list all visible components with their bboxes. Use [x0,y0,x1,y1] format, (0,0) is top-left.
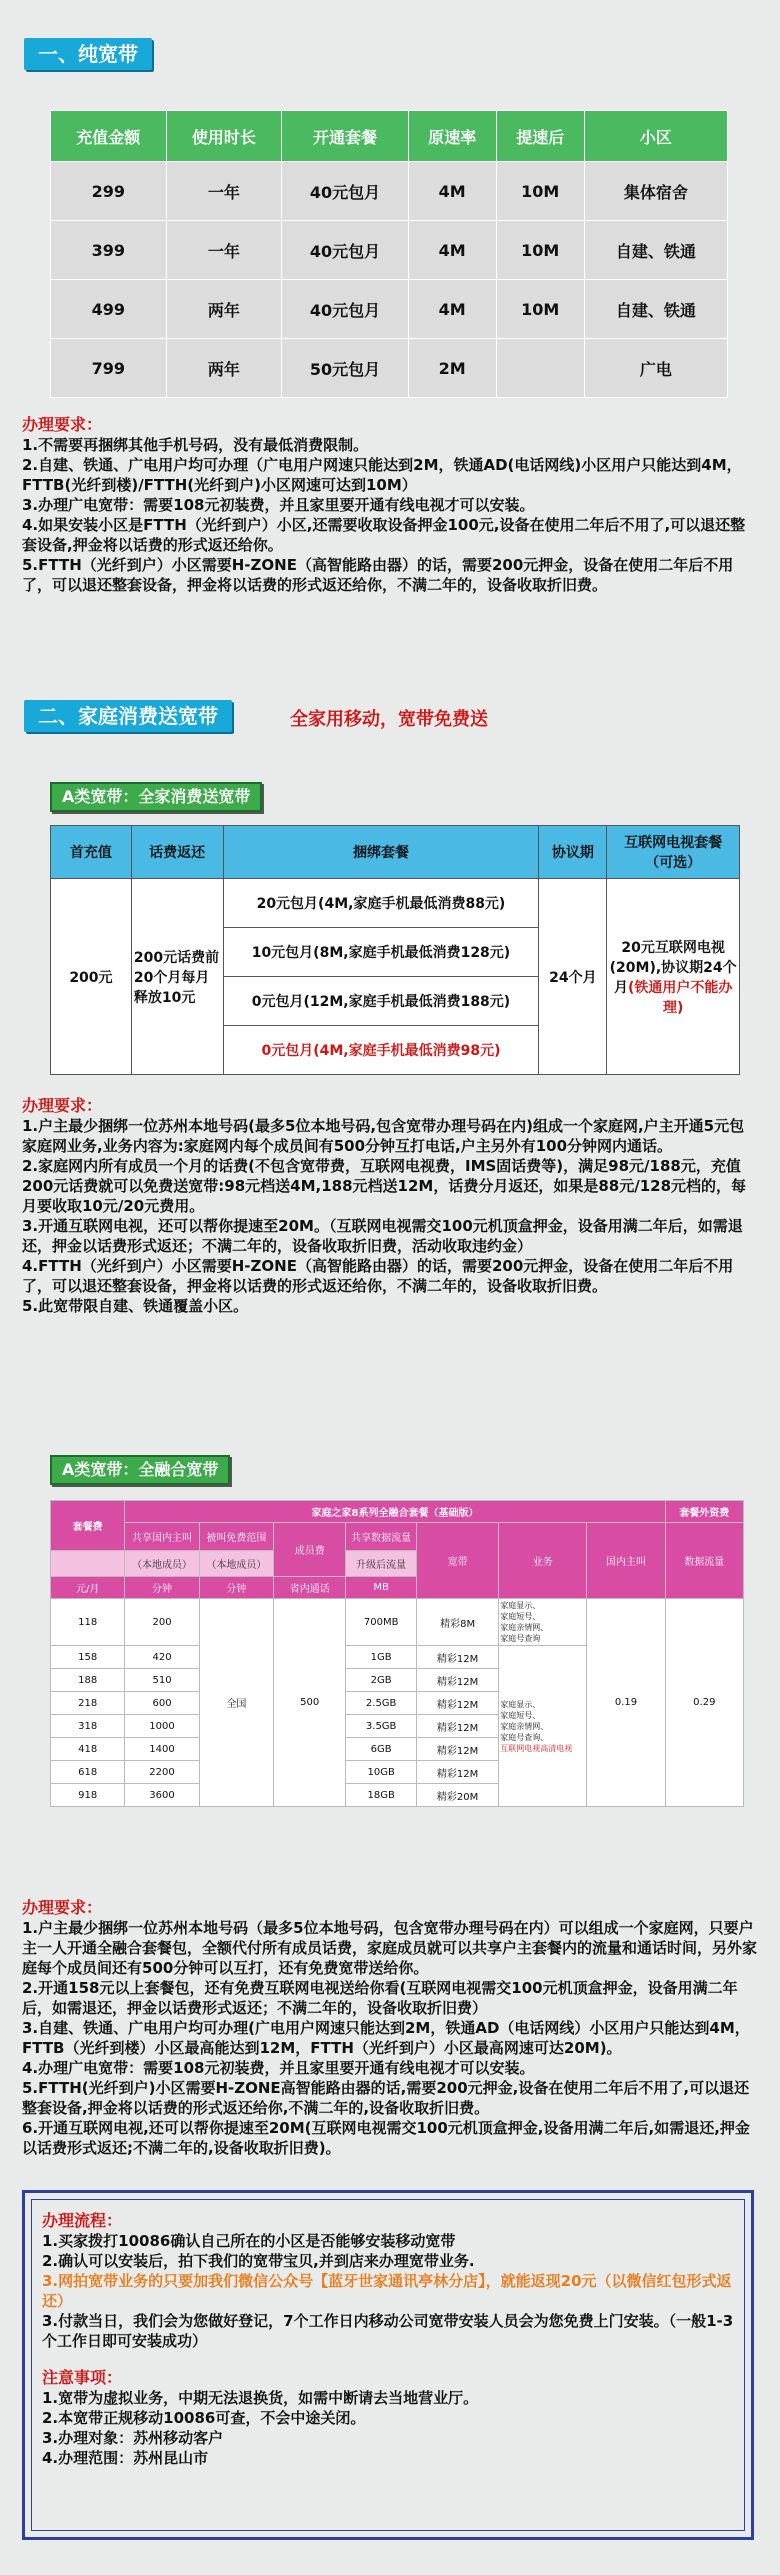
list-item: 5.此宽带限自建、铁通覆盖小区。 [22,1297,249,1315]
section1-tag: 一、纯宽带 [24,38,152,70]
table-cell: 918 [51,1784,125,1807]
header-cell: 开通套餐 [282,111,408,162]
table-cell: 精彩12M [416,1715,498,1738]
business-line: 家庭显示、 [500,1601,541,1610]
list-item: 1.不需要再捆绑其他手机号码，没有最低消费限制。 [22,436,369,454]
header-cell: 小区 [584,111,727,162]
unit-min-2: 分钟 [199,1577,273,1599]
table-row [51,221,728,280]
table-cell: 2.5GB [346,1692,417,1715]
table-cell: 1000 [125,1715,199,1738]
list-item: 1.买家拨打10086确认自己所在的小区是否能够安装移动宽带 [42,2232,456,2250]
list-item: 3.办理对象：苏州移动客户 [42,2429,224,2447]
header-cell: 提速后 [496,111,584,162]
table-cell: 两年 [166,280,282,339]
requirements-title: 办理要求： [22,415,103,434]
list-item: 6.开通互联网电视,还可以帮你提速至20M(互联网电视需交100元机顶盒押金,设备用满二年后,如需退还,押金以话费形式返还;不满二年的,设备收取折旧费)。 [22,2119,750,2157]
table-cell: 0.19 [587,1599,665,1807]
table-cell: 0.29 [665,1599,743,1807]
table-cell: 10M [496,162,584,221]
tv-cell [607,879,740,1075]
table-cell: 4M [408,280,496,339]
table-cell: 158 [51,1646,125,1669]
requirements-title: 办理要求： [22,1898,103,1917]
package-cell: 20元包月(4M,家庭手机最低消费88元) [223,879,539,928]
table-cell: 510 [125,1669,199,1692]
table-cell: 精彩20M [416,1784,498,1807]
table-header-row [51,826,740,879]
unit-mb: MB [346,1577,417,1599]
list-item: 3.网拍宽带业务的只要加我们微信公众号【蓝牙世家通讯亭林分店】，就能返现20元（以微信红包形式返还） [42,2272,732,2310]
table-cell: 4M [408,221,496,280]
table-cell: 188 [51,1669,125,1692]
table-cell: 2GB [346,1669,417,1692]
sub-member: （本地成员） [125,1551,199,1577]
table-cell: 4M [408,162,496,221]
table-cell: 618 [51,1761,125,1784]
table-cell: 2M [408,339,496,398]
table-cell: 418 [51,1738,125,1761]
table-cell: 399 [51,221,167,280]
section2-tag: 二、家庭消费送宽带 [24,700,232,732]
header-share-call: 共享国内主叫 [125,1523,199,1551]
header-cell: 首充值 [51,826,132,879]
list-item: 1.户主最少捆绑一位苏州本地号码（最多5位本地号码，包含宽带办理号码在内）可以组成一个家庭网，只要户主一人开通全融合套餐包，全额代付所有成员话费，家庭成员就可以共享户主套餐内的流量和通话时间，另外家庭每个成员间还有500分钟可以互打，还有免费宽带送给你。 [22,1919,758,1977]
family-broadband-table [50,825,740,1075]
tv-header: 互联网电视套餐 [624,835,723,851]
requirements-title: 办理要求： [22,1096,103,1115]
table-row [51,162,728,221]
tv-note: (铁通用户不能办理) [627,979,733,1016]
package-cell: 0元包月(4M,家庭手机最低消费98元) [223,1026,539,1075]
section3-requirements [22,1895,757,2158]
table-cell: 3.5GB [346,1715,417,1738]
table-cell: 一年 [166,162,282,221]
notes-title: 注意事项： [42,2368,123,2387]
business-line: 家庭短号、 [500,1612,541,1621]
list-item: 3.办理广电宽带：需要108元初装费，并且家里要开通有线电视才可以安装。 [22,496,535,514]
refund-cell: 200元话费前20个月每月释放10元 [131,879,223,1075]
unit-min: 分钟 [125,1577,199,1599]
table-cell: 全国 [199,1599,273,1807]
tv-text: 20元互联网电视(20M),协议期24个月 [609,939,737,996]
header-cell: 充值金额 [51,111,167,162]
business-line: 家庭亲情网、 [500,1721,549,1731]
list-item: 4.FTTH（光纤到户）小区需要H-ZONE（高智能路由器）的话，需要200元押金，设备在使用二年后不用了，可以退还整套设备，押金将以话费的形式返还给你，不满二年的，设备收取折旧费。 [22,1257,734,1295]
table-cell: 18GB [346,1784,417,1807]
pure-broadband-table [50,110,728,398]
table-cell: 精彩12M [416,1761,498,1784]
table-cell: 2200 [125,1761,199,1784]
header-cell: 协议期 [539,826,607,879]
sub-member-2: （本地成员） [199,1551,273,1577]
period-cell: 24个月 [539,879,607,1075]
section1-requirements [22,412,757,595]
table-cell: 118 [51,1599,125,1646]
table-cell: 200 [125,1599,199,1646]
list-item: 5.FTTH（光纤到户）小区需要H-ZONE（高智能路由器）的话，需要200元押金，设备在使用二年后不用了，可以退还整套设备，押金将以话费的形式返还给你，不满二年的，设备收取折旧费。 [22,556,734,594]
process-box [22,2190,754,2540]
table-cell: 600 [125,1692,199,1715]
list-item: 4.办理范围：苏州昆山市 [42,2449,209,2467]
table-cell: 一年 [166,221,282,280]
business-tv: 互联网电视高清电视 [500,1743,573,1753]
header-cell [607,826,740,879]
table-cell [499,1646,587,1807]
table-cell: 自建、铁通 [584,221,727,280]
table-cell: 自建、铁通 [584,280,727,339]
process-title: 办理流程： [42,2211,123,2230]
tv-header-optional: （可选） [645,855,702,871]
table-cell: 40元包月 [282,162,408,221]
table-cell: 299 [51,162,167,221]
list-item: 2.开通158元以上套餐包，还有免费互联网电视送给你看(互联网电视需交100元机顶盒押金，设备用满二年后，如需退还，押金以话费形式返还；不满二年的，设备收取折旧费） [22,1979,738,2017]
table-row [51,280,728,339]
list-item: 1.宽带为虚拟业务，中期无法退换货，如需中断请去当地营业厅。 [42,2389,479,2407]
table-cell: 218 [51,1692,125,1715]
table-cell: 799 [51,339,167,398]
header-share-data: 共享数据流量 [346,1523,417,1551]
section2-requirements [22,1093,757,1316]
list-item: 2.自建、铁通、广电用户均可办理（广电用户网速只能达到2M，铁通AD(电话网线)小区用户只能达到4M，FTTB(光纤到楼)/FTTH(光纤到户)小区网速可达到10M） [22,456,742,494]
table-header-row [51,111,728,162]
business-line: 家庭号查询 [500,1634,541,1643]
table-cell: 50元包月 [282,339,408,398]
header-cell: 捆绑套餐 [223,826,539,879]
table-cell: 6GB [346,1738,417,1761]
section3-subtag: A类宽带：全融合宽带 [50,1455,230,1485]
table-cell [496,339,584,398]
business-line: 家庭短号、 [500,1710,541,1720]
sub-fee [51,1551,125,1577]
table-cell: 精彩12M [416,1646,498,1669]
list-item: 2.家庭网内所有成员一个月的话费(不包含宽带费，互联网电视费，IMS固话费等)，满足98元/188元，充值200元话费就可以免费送宽带:98元档送4M,188元档送12M，话费分月返还，如果是88元/128元档的，每月要收取10元/20元费用。 [22,1157,747,1215]
table-cell: 10M [496,221,584,280]
header-cell: 使用时长 [166,111,282,162]
fusion-broadband-table [50,1500,744,1807]
header-fee: 套餐费 [51,1501,125,1551]
table-cell: 1400 [125,1738,199,1761]
table-cell: 1GB [346,1646,417,1669]
table-cell: 3600 [125,1784,199,1807]
table-cell: 精彩8M [416,1599,498,1646]
business-line: 家庭亲情网、 [500,1623,549,1632]
header-call-out: 国内主叫 [587,1523,665,1599]
table-cell: 10M [496,280,584,339]
table-row [51,1599,744,1646]
header-data-out: 数据流量 [665,1523,743,1599]
header-cell: 原速率 [408,111,496,162]
unit-local: 省内通话 [274,1577,346,1599]
table-cell: 集体宿舍 [584,162,727,221]
header-outer: 套餐外资费 [665,1501,743,1523]
package-cell: 0元包月(12M,家庭手机最低消费188元) [223,977,539,1026]
business-line: 家庭显示、 [500,1699,541,1709]
table-cell [499,1599,587,1646]
list-item: 2.确认可以安装后，拍下我们的宽带宝贝,并到店来办理宽带业务. [42,2252,475,2270]
business-line: 家庭号查询、 [500,1732,549,1742]
table-cell: 广电 [584,339,727,398]
package-cell: 10元包月(8M,家庭手机最低消费128元) [223,928,539,977]
header-members: 成员费 [274,1523,346,1577]
table-cell: 40元包月 [282,280,408,339]
unit-fee: 元/月 [51,1577,125,1599]
header-cell: 话费返还 [131,826,223,879]
table-cell: 499 [51,280,167,339]
table-cell: 精彩12M [416,1738,498,1761]
section2-slogan: 全家用移动，宽带免费送 [290,709,488,730]
table-cell: 500 [274,1599,346,1807]
list-item: 4.如果安装小区是FTTH（光纤到户）小区,还需要收取设备押金100元,设备在使用二年后不用了,可以退还整套设备,押金将以话费的形式返还给你。 [22,516,746,554]
header-free-call: 被叫免费范围 [199,1523,273,1551]
list-item: 1.户主最少捆绑一位苏州本地号码(最多5位本地号码,包含宽带办理号码在内)组成一个家庭网,户主开通5元包家庭网业务,业务内容为:家庭网内每个成员间有500分钟互打电话,户主另外有100分钟网内通话。 [22,1117,745,1155]
list-item: 4.办理广电宽带：需要108元初装费，并且家里要开通有线电视才可以安装。 [22,2059,535,2077]
list-item: 3.开通互联网电视，还可以帮你提速至20M。（互联网电视需交100元机顶盒押金，设备用满二年后，如需退还，押金以话费形式返还；不满二年的，设备收取折旧费，活动收取违约金） [22,1217,743,1255]
list-item: 5.FTTH(光纤到户)小区需要H-ZONE高智能路由器的话,需要200元押金,设备在使用二年后不用了,可以退还整套设备,押金将以话费的形式返还给你,不满二年的,设备收取折旧费。 [22,2079,750,2117]
table-row [51,879,740,928]
table-cell: 318 [51,1715,125,1738]
table-cell: 10GB [346,1761,417,1784]
first-charge-cell: 200元 [51,879,132,1075]
table-cell: 精彩12M [416,1669,498,1692]
table-row [51,339,728,398]
table-cell: 420 [125,1646,199,1669]
table-cell: 700MB [346,1599,417,1646]
header-business: 业务 [499,1523,587,1599]
list-item: 3.付款当日，我们会为您做好登记，7个工作日内移动公司宽带安装人员会为您免费上门安装。（一般1-3个工作日即可安装成功） [42,2312,734,2350]
table-cell: 40元包月 [282,221,408,280]
header-broadband: 宽带 [416,1523,498,1599]
sub-upgrade: 升级后流量 [346,1551,417,1577]
section2-subtag: A类宽带：全家消费送宽带 [50,782,262,812]
header-group: 家庭之家8系列全融合套餐（基础版） [125,1501,665,1523]
table-cell: 精彩12M [416,1692,498,1715]
list-item: 2.本宽带正规移动10086可查，不会中途关闭。 [42,2409,366,2427]
list-item: 3.自建、铁通、广电用户均可办理(广电用户网速只能达到2M，铁通AD（电话网线）小区用户只能达到4M，FTTB（光纤到楼）小区最高能达到12M，FTTH（光纤到户）小区最高网速可达20M)。 [22,2019,750,2057]
table-cell: 两年 [166,339,282,398]
